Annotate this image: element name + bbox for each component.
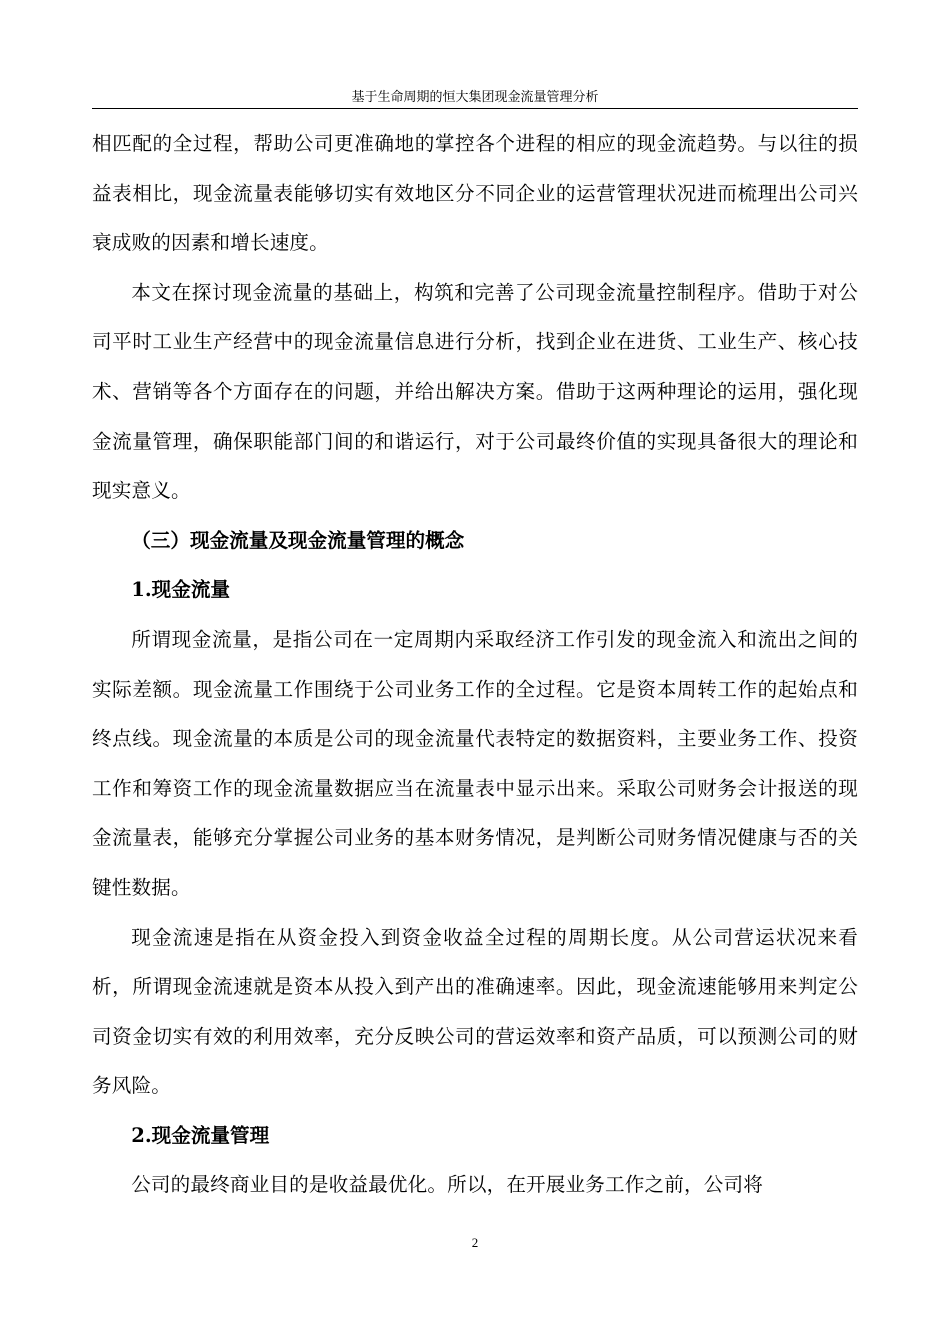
section-heading: （三）现金流量及现金流量管理的概念 — [131, 528, 465, 552]
page-body — [92, 119, 858, 1210]
running-header: 基于生命周期的恒大集团现金流量管理分析 — [351, 90, 599, 105]
header-rule — [92, 108, 858, 109]
body-paragraph: 所谓现金流量，是指公司在一定周期内采取经济工作引发的现金流入和流出之间的实际差额。现金流量工作围绕于公司业务工作的全过程。它是资本周转工作的起始点和终点线。现金流量的本质是公司的现金流量代表特定的数据资料，主要业务工作、投资工作和筹资工作的现金流量数据应当在流量表中显示出来。采取公司财务会计报送的现金流量表，能够充分掌握公司业务的基本财务情况，是判断公司财务情况健康与否的关键性数据。 — [92, 627, 858, 899]
subsection-heading-cash-flow-management: 2.现金流量管理 — [131, 1123, 270, 1147]
subsection-heading-cash-flow: 1.现金流量 — [131, 578, 231, 602]
page-number: 2 — [471, 1235, 479, 1250]
body-paragraph: 本文在探讨现金流量的基础上，构筑和完善了公司现金流量控制程序。借助于对公司平时工业生产经营中的现金流量信息进行分析，找到企业在进货、工业生产、核心技术、营销等各个方面存在的问题，并给出解决方案。借助于这两种理论的运用，强化现金流量管理，确保职能部门间的和谐运行，对于公司最终价值的实现具备很大的理论和现实意义。 — [92, 280, 858, 503]
body-paragraph: 公司的最终商业目的是收益最优化。所以，在开展业务工作之前，公司将 — [131, 1173, 763, 1197]
body-paragraph: 现金流速是指在从资金投入到资金收益全过程的周期长度。从公司营运状况来看析，所谓现金流速就是资本从投入到产出的准确速率。因此，现金流速能够用来判定公司资金切实有效的利用效率，充分反映公司的营运效率和资产品质，可以预测公司的财务风险。 — [92, 925, 858, 1098]
body-paragraph-continued: 相匹配的全过程，帮助公司更准确地的掌控各个进程的相应的现金流趋势。与以往的损益表相比，现金流量表能够切实有效地区分不同企业的运营管理状况进而梳理出公司兴衰成败的因素和增长速度。 — [92, 132, 858, 255]
